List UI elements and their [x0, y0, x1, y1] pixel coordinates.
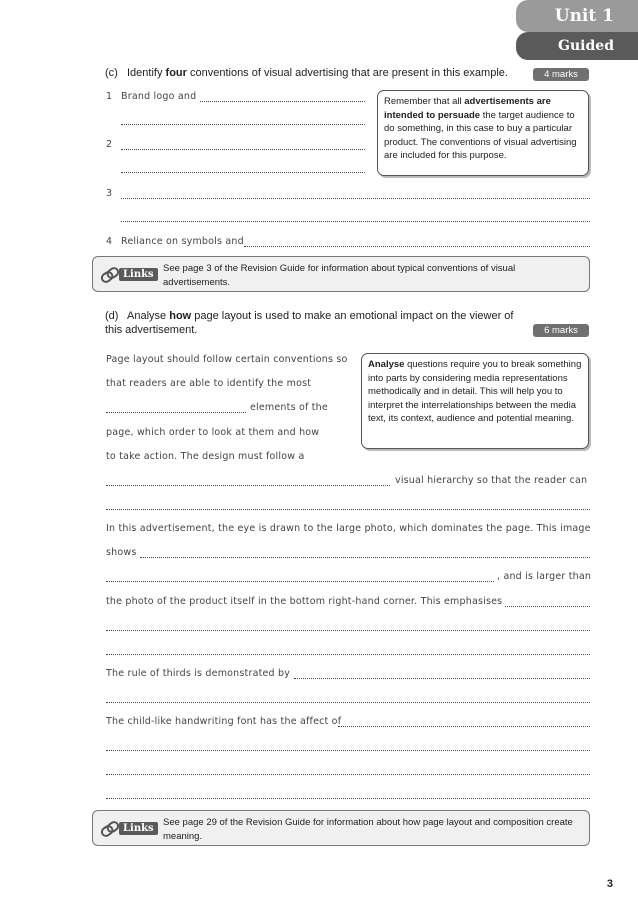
answer-line[interactable]	[106, 485, 390, 486]
answer-text: Brand logo and	[121, 91, 197, 102]
answer-line[interactable]	[121, 149, 365, 150]
answer-line[interactable]	[106, 654, 590, 655]
page-number: 3	[606, 878, 613, 890]
prompt-text: Analyse	[127, 310, 170, 322]
hint-bold: Analyse	[368, 359, 405, 370]
answer-text: The rule of thirds is demonstrated by	[106, 668, 291, 679]
question-letter: (c)	[105, 67, 118, 79]
answer-line[interactable]	[121, 124, 365, 125]
unit-tab	[516, 0, 638, 32]
answer-text: to take action. The design must follow a	[106, 451, 305, 462]
answer-text: the photo of the product itself in the bottom right-hand corner. This emphasises	[106, 596, 503, 607]
hint-box	[377, 90, 589, 176]
answer-line[interactable]	[505, 606, 590, 607]
hint-text: questions require you to break something into parts by considering media representations methodically and in detail. This will help you to interpret the interrelationships between the media text, its context, audience and potential meaning.	[368, 359, 582, 424]
answer-number: 4	[106, 236, 113, 247]
links-text: See page 3 of the Revision Guide for information about typical conventions of visual advertisements.	[163, 263, 516, 288]
answer-text: The child-like handwriting font has the affect of	[106, 716, 342, 727]
answer-text: visual hierarchy so that the reader can	[395, 475, 588, 486]
hint-box	[361, 353, 589, 449]
answer-line[interactable]	[121, 172, 365, 173]
answer-line[interactable]	[121, 221, 590, 222]
answer-line[interactable]	[106, 798, 590, 799]
answer-line[interactable]	[106, 630, 590, 631]
prompt-text: conventions of visual advertising that are present in this example.	[186, 67, 508, 79]
prompt-text: page layout is used to make an emotional impact on the viewer of this advertisement.	[105, 310, 514, 336]
prompt-bold: four	[165, 67, 187, 79]
answer-text: shows	[106, 547, 137, 558]
answer-text: In this advertisement, the eye is drawn to the large photo, which dominates the page. This image	[106, 523, 591, 534]
answer-line[interactable]	[244, 246, 590, 247]
guided-label: Guided	[558, 38, 614, 54]
marks-badge: 4 marks	[533, 68, 589, 81]
hint-bold: advertisements are intended to persuade	[384, 96, 551, 121]
answer-text: , and is larger than	[497, 571, 592, 582]
answer-line[interactable]	[338, 726, 590, 727]
chain-link-icon	[99, 818, 121, 840]
links-label: Links	[119, 268, 158, 281]
answer-line[interactable]	[106, 412, 246, 413]
answer-text: that readers are able to identify the most	[106, 378, 312, 389]
marks-badge: 6 marks	[533, 324, 589, 337]
prompt-text: Identify	[127, 67, 166, 79]
guided-tab	[516, 32, 638, 60]
answer-number: 2	[106, 139, 113, 150]
answer-text: Reliance on symbols and	[121, 236, 244, 247]
hint-text: the target audience to do something, in this case to buy a particular product. The conventions of visual advertising are included for this purpose.	[384, 109, 577, 161]
answer-text: page, which order to look at them and how	[106, 427, 320, 438]
question-letter: (d)	[105, 310, 119, 322]
answer-line[interactable]	[140, 557, 590, 558]
answer-line[interactable]	[294, 678, 590, 679]
chain-link-icon	[99, 264, 121, 286]
answer-line[interactable]	[106, 581, 494, 582]
hint-text: Remember that all	[384, 96, 465, 107]
answer-line[interactable]	[106, 509, 590, 510]
links-label: Links	[119, 822, 158, 835]
links-box	[92, 256, 590, 292]
prompt-bold: how	[169, 310, 192, 322]
question-d-prompt	[105, 309, 525, 337]
answer-line[interactable]	[200, 101, 365, 102]
answer-text: elements of the	[250, 402, 328, 413]
answer-number: 3	[106, 188, 113, 199]
question-c-prompt	[105, 66, 525, 80]
answer-line[interactable]	[106, 702, 590, 703]
answer-text: Page layout should follow certain conventions so	[106, 354, 348, 365]
links-text: See page 29 of the Revision Guide for information about how page layout and composition create meaning.	[163, 817, 573, 842]
unit-label: Unit 1	[554, 6, 614, 26]
answer-line[interactable]	[106, 750, 590, 751]
links-box	[92, 810, 590, 846]
answer-line[interactable]	[121, 198, 590, 199]
answer-line[interactable]	[106, 774, 590, 775]
answer-number: 1	[106, 91, 113, 102]
